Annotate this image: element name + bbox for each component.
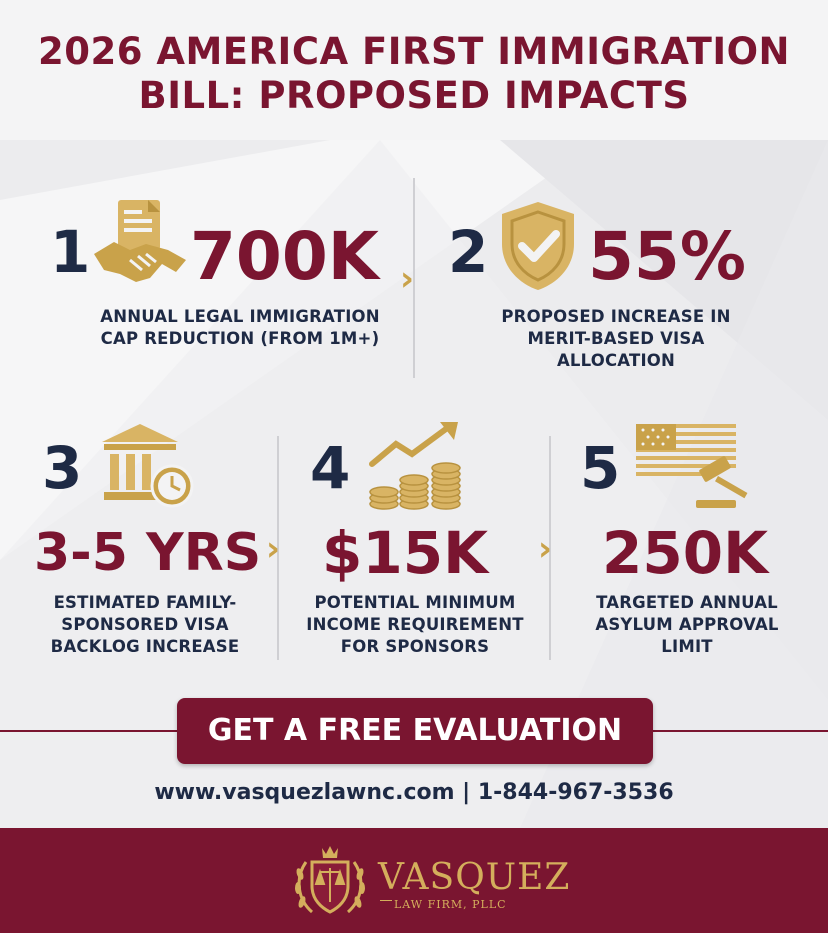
stat-4-number: 4	[310, 434, 351, 502]
stat-2-desc-line-1: PROPOSED INCREASE IN	[501, 307, 731, 326]
stat-2-number: 2	[448, 218, 489, 286]
stat-3-number: 3	[42, 434, 83, 502]
title-line-1: 2026 AMERICA FIRST IMMIGRATION	[37, 30, 791, 73]
courthouse-clock-icon	[98, 422, 198, 512]
stat-3-desc-line-1: ESTIMATED FAMILY-	[53, 593, 237, 612]
flag-gavel-icon	[636, 420, 758, 510]
stat-5-number: 5	[580, 434, 621, 502]
stat-5-value: 250K	[602, 519, 769, 587]
chevron-right-icon: ›	[400, 259, 415, 299]
stat-3-desc-line-3: BACKLOG INCREASE	[50, 637, 240, 656]
stat-3-desc-line-2: SPONSORED VISA	[61, 615, 229, 634]
stat-5-desc-line-1: TARGETED ANNUAL	[596, 593, 778, 612]
chevron-right-icon: ›	[538, 529, 553, 569]
stat-1-desc-line-2: CAP REDUCTION (FROM 1M+)	[100, 329, 380, 348]
stat-5-desc-line-3: LIMIT	[661, 637, 713, 656]
stat-1-number: 1	[50, 218, 91, 286]
stat-4-value: $15K	[322, 519, 489, 587]
stat-5-desc-line-2: ASYLUM APPROVAL	[595, 615, 779, 634]
stat-1-desc-line-1: ANNUAL LEGAL IMMIGRATION	[100, 307, 380, 326]
stat-1-value: 700K	[190, 218, 379, 295]
stat-3-description	[20, 592, 270, 658]
stat-3-value: 3-5 YRS	[34, 523, 262, 583]
coins-growth-icon	[366, 420, 466, 512]
stat-4-desc-line-3: FOR SPONSORS	[340, 637, 490, 656]
handshake-document-icon	[90, 198, 190, 288]
logo-name: VASQUEZ	[378, 857, 571, 898]
logo-subtitle: LAW FIRM, PLLC	[394, 898, 507, 911]
chevron-right-icon: ›	[266, 529, 281, 569]
stat-4-description	[294, 592, 536, 658]
stat-4-desc-line-2: INCOME REQUIREMENT	[306, 615, 524, 634]
shield-check-icon	[498, 200, 578, 292]
page-title	[0, 30, 828, 118]
law-firm-crest-icon	[290, 842, 370, 922]
logo-rule	[380, 900, 392, 901]
stat-1-description	[70, 306, 410, 350]
stat-4-desc-line-1: POTENTIAL MINIMUM	[314, 593, 516, 612]
title-line-2: BILL: PROPOSED IMPACTS	[138, 74, 690, 117]
contact-line[interactable]: www.vasquezlawnc.com | 1-844-967-3536	[154, 780, 674, 805]
free-evaluation-button[interactable]: GET A FREE EVALUATION	[177, 698, 653, 764]
stat-5-description	[572, 592, 802, 658]
stat-2-desc-line-3: ALLOCATION	[556, 351, 676, 370]
stat-2-description	[470, 306, 762, 372]
stat-2-desc-line-2: MERIT-BASED VISA	[527, 329, 705, 348]
stat-2-value: 55%	[588, 218, 746, 295]
